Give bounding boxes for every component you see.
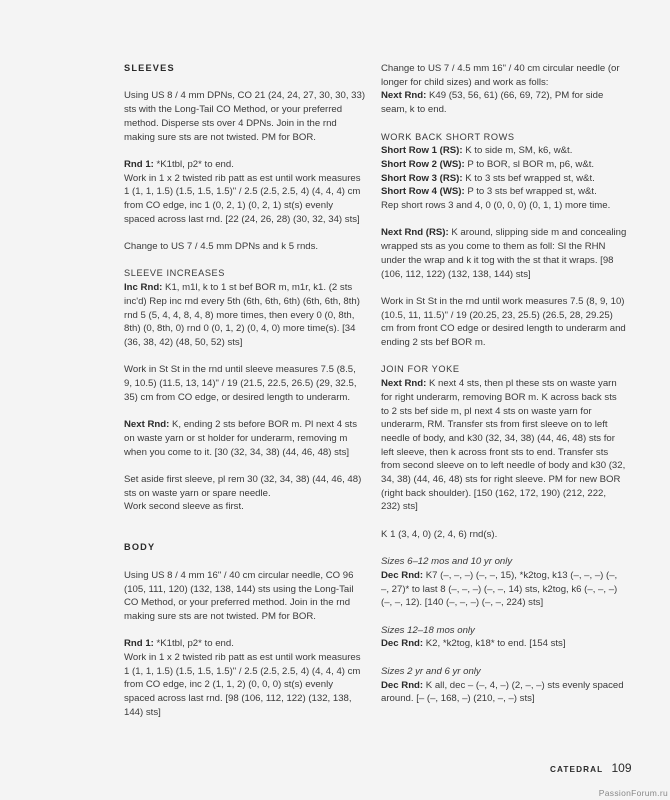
inc-rnd-text: K1, m1l, k to 1 st bef BOR m, m1r, k1. (2 sts inc'd) Rep inc rnd every 5th (6th, 6th, 6th) (6th, 6th, 8th) rnd 5 (5, 4, 4, 8, 4, 8) more times, then every 0 (0, 8th, 8th) (0, 8th, 0) rnd 0 (0, 1, 2) (0, 4, 0) more time(s). [34 (36, 38, 42) (48, 50, 52) sts] bbox=[124, 282, 360, 348]
page-footer bbox=[550, 761, 632, 775]
sizes-b-heading: Sizes 12–18 mos only bbox=[381, 624, 475, 636]
watermark: PassionForum.ru bbox=[598, 788, 668, 798]
dec-b-text: K2, *k2tog, k18* to end. [154 sts] bbox=[423, 638, 566, 650]
body-rnd1-label: Rnd 1: bbox=[124, 638, 154, 650]
sleeves-heading: SLEEVES bbox=[124, 63, 175, 73]
next-rnd-rs-paragraph bbox=[381, 226, 627, 281]
footer-brand: CATEDRAL bbox=[550, 765, 604, 774]
rnd1-label: Rnd 1: bbox=[124, 158, 154, 170]
short-row-1-label: Short Row 1 (RS): bbox=[381, 145, 463, 157]
body-work-st-st: Work in St St in the rnd until work measures 7.5 (8, 9, 10) (10.5, 11, 11.5)" / 19 (20.25, 23, 25.5) (26.5, 28, 29.25) cm from front CO edge or desired length to underarm and ending 2 sts bef BOR m. bbox=[381, 295, 626, 349]
sleeves-rib-paragraph bbox=[124, 158, 365, 227]
join-next-rnd-text: K next 4 sts, then pl these sts on waste yarn for right underarm, removing BOR m. K across back sts to 2 sts bef side m, pl next 4 sts on waste yarn for underarm, RM. Transfer sts from first sleeve on to left needle of body, and k30 (32, 34, 38) (44, 46, 48) sts for left sleeve, then k across front sts to end. Transfer sts from second sleeve on to left needle of body and k30 (32, 34, 38) (44, 46, 48) sts for right sleeve. PM for new BOR (right back shoulder). [150 (162, 172, 190) (212, 222, 232) sts] bbox=[381, 378, 626, 513]
inc-rnd-label: Inc Rnd: bbox=[124, 282, 163, 294]
join-yoke-heading: JOIN FOR YOKE bbox=[381, 364, 460, 375]
short-rows-heading: WORK BACK SHORT ROWS bbox=[381, 131, 515, 142]
next-rnd-rs-text: K around, slipping side m and concealing wrapped sts as you come to them as foll: Sl the RHN under the wrap and k it tog with the st that it wraps. [98 (106, 112, 122) (132, 138, 144) sts] bbox=[381, 227, 627, 280]
rep-short-rows-text: Rep short rows 3 and 4, 0 (0, 0, 0) (0, 1, 1) more time. bbox=[381, 200, 611, 212]
sleeve-increases-heading: SLEEVE INCREASES bbox=[124, 268, 225, 279]
next-rnd-label: Next Rnd: bbox=[124, 419, 170, 431]
sizes-a-block bbox=[381, 555, 627, 610]
right-column bbox=[381, 62, 627, 720]
page-number: 109 bbox=[611, 761, 632, 775]
sleeves-change-needles: Change to US 7 / 4.5 mm DPNs and k 5 rnds. bbox=[124, 241, 319, 253]
body-rib-text: Work in 1 x 2 twisted rib patt as est until work measures 1 (1, 1, 1.5) (1.5, 1.5, 1.5)" / 2.5 (2.5, 2.5, 4) (4, 4, 4) cm from CO edge, inc 2 (1, 1, 2) (0, 0, 0) st(s) evenly spaced across last rnd. [98 (106, 112, 122) (132, 138, 144) sts] bbox=[124, 652, 361, 718]
next-rnd-k49-text: K49 (53, 56, 61) (66, 69, 72), PM for side seam, k to end. bbox=[381, 90, 604, 116]
next-rnd-rs-label: Next Rnd (RS): bbox=[381, 227, 449, 239]
dec-a-label: Dec Rnd: bbox=[381, 569, 424, 581]
join-next-rnd-label: Next Rnd: bbox=[381, 378, 427, 390]
rnd1-text: *K1tbl, p2* to end. bbox=[153, 158, 234, 170]
short-row-1-text: K to side m, SM, k6, w&t. bbox=[462, 145, 573, 157]
dec-a-text: K7 (–, –, –) (–, –, 15), *k2tog, k13 (–, –, –) (–, –, 27)* to last 8 (–, –, –) (–, –, 14) sts, k2tog, k6 (–, –, –) (–, –, 12). [140 (–, –, –) (–, –, 224) sts] bbox=[381, 569, 618, 609]
change-needle-text: Change to US 7 / 4.5 mm 16" / 40 cm circular needle (or longer for child sizes) and work as folls: bbox=[381, 63, 620, 88]
next-rnd-k49-label: Next Rnd: bbox=[381, 90, 427, 102]
work-second-text: Work second sleeve as first. bbox=[124, 501, 244, 513]
body-rib-paragraph bbox=[124, 637, 365, 719]
body-heading: BODY bbox=[124, 542, 156, 553]
short-row-3-text: K to 3 sts bef wrapped st, w&t. bbox=[462, 172, 595, 184]
short-rows-block bbox=[381, 131, 627, 213]
set-aside-paragraph bbox=[124, 473, 365, 514]
sleeve-next-rnd bbox=[124, 418, 365, 459]
dec-b-label: Dec Rnd: bbox=[381, 638, 424, 650]
left-column bbox=[124, 62, 365, 733]
sleeves-cast-on: Using US 8 / 4 mm DPNs, CO 21 (24, 24, 27, 30, 30, 33) sts with the Long-Tail CO Method, or your preferred method. Disperse sts over 4 DPNs. Join in the rnd making sure sts are not twisted. PM for BOR. bbox=[124, 90, 366, 143]
sleeves-rib-text: Work in 1 x 2 twisted rib patt as est until work measures 1 (1, 1, 1.5) (1.5, 1.5, 1.5)" / 2.5 (2.5, 2.5, 4) (4, 4, 4) cm from CO edge, inc 1 (0, 2, 1) (0, 2, 1) st(s) evenly spaced across last rnd. [22 (24, 26, 28) (30, 32, 34) sts] bbox=[124, 172, 361, 225]
change-needle-paragraph bbox=[381, 62, 627, 117]
dec-c-text: K all, dec – (–, 4, –) (2, –, –) sts evenly spaced around. [– (–, 168, –) (210, –, –) sts] bbox=[381, 679, 624, 705]
next-rnd-text: K, ending 2 sts before BOR m. Pl next 4 sts on waste yarn or st holder for underarm, removing m when you come to it. [30 (32, 34, 38) (44, 46, 48) sts] bbox=[124, 419, 358, 458]
short-row-3-label: Short Row 3 (RS): bbox=[381, 172, 463, 184]
sleeve-increases-block bbox=[124, 267, 365, 349]
set-aside-text: Set aside first sleeve, pl rem 30 (32, 34, 38) (44, 46, 48) sts on waste yarn or spare needle. bbox=[124, 473, 362, 499]
join-yoke-block bbox=[381, 363, 627, 514]
body-cast-on: Using US 8 / 4 mm 16" / 40 cm circular needle, CO 96 (105, 111, 120) (132, 138, 144) sts using the Long-Tail CO Method, or your preferred method. Join in the rnd making sure sts are not twisted. PM for BOR. bbox=[124, 569, 354, 622]
dec-c-label: Dec Rnd: bbox=[381, 679, 424, 691]
sizes-c-block bbox=[381, 665, 627, 706]
sizes-b-block bbox=[381, 624, 627, 651]
short-row-2-label: Short Row 2 (WS): bbox=[381, 158, 465, 170]
sizes-c-heading: Sizes 2 yr and 6 yr only bbox=[381, 665, 481, 677]
short-row-4-label: Short Row 4 (WS): bbox=[381, 186, 465, 198]
sleeve-work-st-st: Work in St St in the rnd until sleeve measures 7.5 (8.5, 9, 10.5) (11.5, 13, 14)" / 19 (21.5, 22.5, 26.5) (29, 32.5, 35) cm from CO edge, or desired length to underarm. bbox=[124, 364, 357, 403]
k-rounds-text: K 1 (3, 4, 0) (2, 4, 6) rnd(s). bbox=[381, 528, 498, 540]
short-row-4-text: P to 3 sts bef wrapped st, w&t. bbox=[464, 186, 597, 198]
short-row-2-text: P to BOR, sl BOR m, p6, w&t. bbox=[464, 158, 595, 170]
body-rnd1-text: *K1tbl, p2* to end. bbox=[153, 638, 234, 650]
sizes-a-heading: Sizes 6–12 mos and 10 yr only bbox=[381, 556, 513, 568]
